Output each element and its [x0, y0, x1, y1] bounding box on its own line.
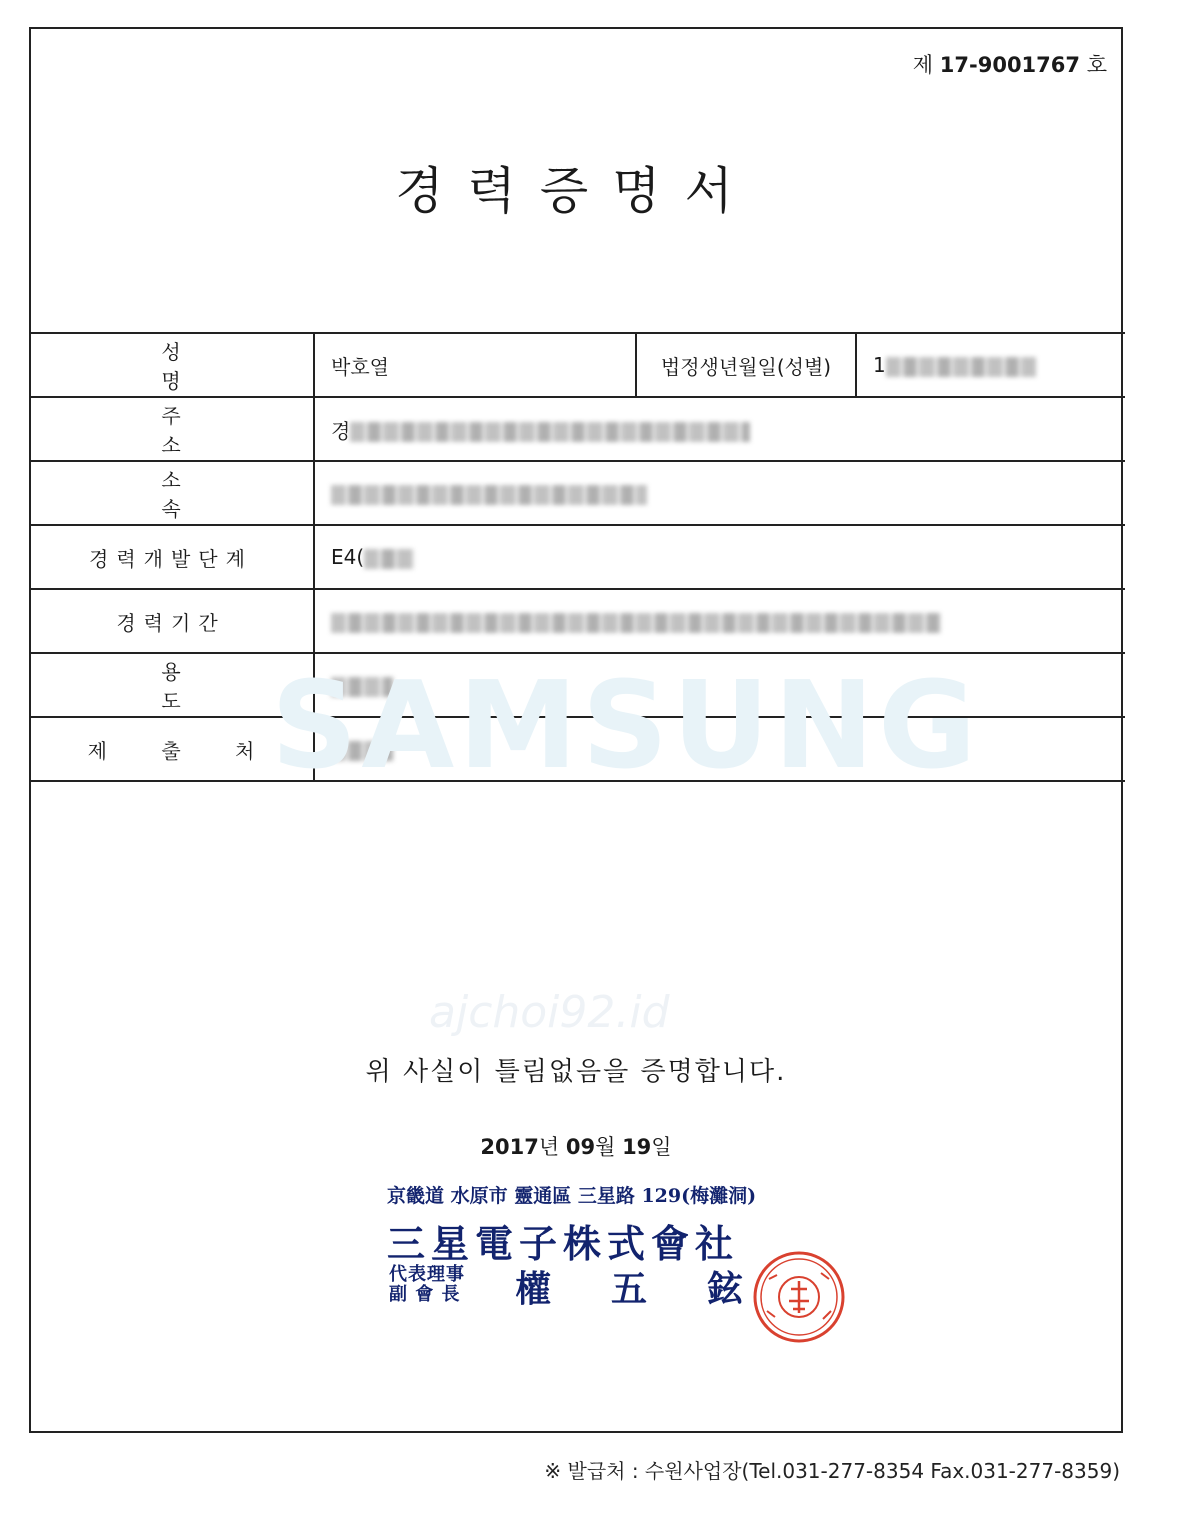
- issue-day-unit: 일: [651, 1135, 672, 1159]
- info-table: [29, 332, 1125, 782]
- issue-year-unit: 년: [538, 1135, 560, 1159]
- purpose-label: 용 도: [29, 653, 314, 717]
- row-career-period: [29, 589, 1125, 653]
- row-affiliation: [29, 461, 1125, 525]
- address-value: [314, 397, 1125, 461]
- issue-month: 09: [565, 1135, 596, 1159]
- redacted-address: [350, 422, 750, 442]
- rep-title-line2: 副 會 長: [389, 1284, 461, 1305]
- issue-year: 2017: [480, 1135, 539, 1159]
- certification-statement: 위 사실이 틀림없음을 증명합니다.: [365, 1057, 787, 1087]
- row-name: [29, 333, 1125, 397]
- purpose-value: [314, 653, 1125, 717]
- redacted-purpose: [331, 677, 393, 697]
- issue-day: 19: [622, 1135, 652, 1159]
- samsung-watermark: SAMSUNG: [271, 657, 981, 796]
- career-period-label: 경력기간: [29, 589, 314, 653]
- issuer-company: 三星電子株式會社: [387, 1221, 740, 1266]
- redacted-birth: [886, 357, 1036, 377]
- footer-issuing-office: ※ 발급처 : 수원사업장(Tel.031-277-8354 Fax.031-277-8359): [544, 1459, 1120, 1483]
- doc-number-prefix: 제: [912, 53, 934, 77]
- representative-name: 權五鉉: [515, 1268, 804, 1310]
- affiliation-value: [314, 461, 1125, 525]
- career-level-label: 경력개발단계: [29, 525, 314, 589]
- row-address: [29, 397, 1125, 461]
- user-id-watermark: ajchoi92.id: [429, 987, 670, 1038]
- career-level-value: [314, 525, 1125, 589]
- name-value: 박호열: [314, 333, 636, 397]
- redacted-career-period: [331, 613, 941, 633]
- certificate-frame: [29, 27, 1123, 1433]
- address-label: 주 소: [29, 397, 314, 461]
- rep-title-line1: 代表理事: [389, 1264, 465, 1285]
- redacted-career-level: [364, 549, 414, 569]
- career-period-value: [314, 589, 1125, 653]
- document-number: [913, 49, 1107, 79]
- representative-title: [389, 1265, 465, 1305]
- birth-value: [856, 333, 1125, 397]
- submit-to-value: [314, 717, 1125, 781]
- redacted-submit-to: [331, 741, 393, 761]
- row-submit-to: [29, 717, 1125, 781]
- affiliation-label: 소 속: [29, 461, 314, 525]
- issuer-address: 京畿道 水原市 靈通區 三星路 129(梅灘洞): [387, 1185, 757, 1207]
- doc-number-value: 17-9001767: [939, 53, 1081, 77]
- issue-date: [31, 1131, 1121, 1161]
- name-label: 성 명: [29, 333, 314, 397]
- company-seal-icon: [751, 1249, 847, 1345]
- address-value-visible: 경: [331, 418, 351, 443]
- submit-to-label: 제 출 처: [29, 717, 314, 781]
- doc-number-suffix: 호: [1086, 53, 1107, 77]
- birth-label: 법정생년월일(성별): [636, 333, 856, 397]
- row-career-level: [29, 525, 1125, 589]
- document-title: 경력증명서: [395, 162, 757, 220]
- birth-value-visible: 1: [873, 353, 886, 377]
- issue-month-unit: 월: [595, 1135, 616, 1159]
- career-level-visible: E4(: [331, 545, 365, 569]
- row-purpose: [29, 653, 1125, 717]
- redacted-affiliation: [331, 485, 647, 505]
